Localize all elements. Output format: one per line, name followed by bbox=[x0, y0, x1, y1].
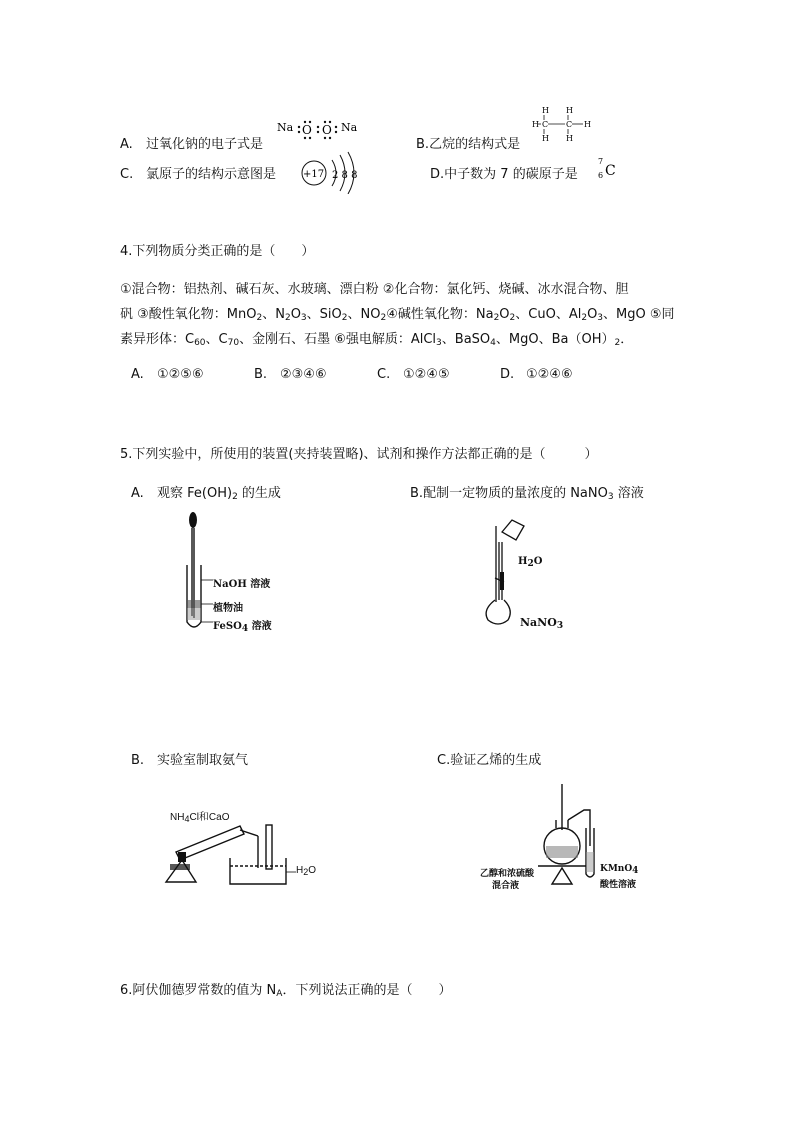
q5-option-a: A. 观察 $Fe(OH)_2$ 的生成 bbox=[131, 486, 281, 502]
q3-option-c bbox=[120, 163, 276, 182]
option-letter: D. bbox=[430, 167, 445, 182]
q3-option-a bbox=[120, 133, 263, 152]
dropper-bulb bbox=[189, 512, 197, 528]
label-nh4cl-cao: $NH_4Cl$和CaO bbox=[170, 812, 230, 824]
atom-h: H bbox=[584, 120, 591, 129]
atom-h: H bbox=[542, 106, 549, 115]
formula-o2: O bbox=[322, 123, 332, 137]
shell-electrons: 2 8 8 bbox=[332, 170, 358, 181]
label-h2o-b2: $H_2O$ bbox=[296, 865, 317, 877]
lamp-icon bbox=[552, 868, 572, 884]
q3-option-b bbox=[416, 133, 520, 152]
q4-line3: 素异形体：$C_{60}$、$C_{70}$、金刚石、石墨 ⑥强电解质：AlCl$_3$、BaSO$_4$、MgO、$Ba(OH)_2$． bbox=[120, 332, 634, 348]
label-vegetable-oil: 植物油 bbox=[213, 603, 243, 614]
q4-line1: ①混合物：铝热剂、碱石灰、水玻璃、漂白粉 ②化合物：氯化钙、烧碱、冰水混合物、胆 bbox=[120, 282, 629, 297]
formula-o1: O bbox=[302, 123, 312, 137]
q4-stem: 4.下列物质分类正确的是（ ） bbox=[120, 244, 315, 259]
q4-option-d: D. ①②④⑥ bbox=[500, 367, 573, 382]
atom-h: H bbox=[532, 120, 539, 129]
q3-option-d bbox=[430, 163, 578, 182]
chlorine-atom-diagram bbox=[298, 150, 364, 194]
figure-ammonia-apparatus bbox=[162, 820, 322, 890]
ethane-structural-formula bbox=[530, 104, 596, 146]
element-symbol: C bbox=[605, 163, 616, 179]
q5-option-b: B.配制一定物质的量浓度的 NaNO$_3$ 溶液 bbox=[410, 486, 644, 502]
beaker-icon bbox=[502, 520, 524, 540]
q6-stem: 6.阿伏伽德罗常数的值为 $N_A$．下列说法正确的是（ ） bbox=[120, 983, 452, 999]
option-text: 氯原子的结构示意图是 bbox=[146, 167, 277, 182]
formula-na-right: Na bbox=[341, 121, 358, 134]
carbon-isotope-notation bbox=[594, 154, 624, 184]
sodium-peroxide-electron-formula bbox=[275, 114, 365, 146]
option-letter: B. bbox=[416, 137, 430, 152]
lamp-icon bbox=[166, 860, 196, 882]
option-text: 过氧化钠的电子式是 bbox=[146, 137, 264, 152]
option-letter: A. bbox=[120, 137, 133, 152]
q4-option-a: A. ①②⑤⑥ bbox=[131, 367, 204, 382]
label-ethanol-sulfuric: 乙醇和浓硫酸 bbox=[480, 869, 535, 879]
atom-h: H bbox=[566, 106, 573, 115]
q4-line2: 矾 ③酸性氧化物：MnO$_2$、$N_2O_3$、SiO$_2$、$NO_2④$碱性氧化物：$Na_2O_2$、CuO、$Al_2O_3$、MgO ⑤同 bbox=[120, 307, 675, 323]
label-feso4: FeSO$_4$ 溶液 bbox=[213, 621, 272, 634]
label-acidic-solution: 酸性溶液 bbox=[600, 880, 637, 890]
atomic-number: 6 bbox=[598, 171, 604, 180]
atom-h: H bbox=[566, 134, 573, 143]
nucleus-charge: +17 bbox=[303, 169, 325, 180]
formula-na-left: Na bbox=[277, 121, 294, 134]
q4-option-c: C. ①②④⑤ bbox=[377, 367, 450, 382]
option-letter: C. bbox=[120, 167, 134, 182]
label-nano3: NaNO$_3$ bbox=[520, 616, 564, 631]
label-kmno4: KMnO$_4$ bbox=[600, 864, 639, 876]
q5-option-c: C.验证乙烯的生成 bbox=[437, 753, 542, 768]
option-text: 中子数为 7 的碳原子是 bbox=[444, 167, 578, 182]
label-naoh: NaOH 溶液 bbox=[213, 579, 271, 590]
label-mixture: 混合液 bbox=[492, 881, 520, 891]
q5-option-b2: B. 实验室制取氨气 bbox=[131, 753, 249, 768]
q4-option-b: B. ②③④⑥ bbox=[254, 367, 327, 382]
q5-stem: 5.下列实验中，所使用的装置(夹持装置略)、试剂和操作方法都正确的是（ ） bbox=[120, 447, 598, 462]
atom-h: H bbox=[542, 134, 549, 143]
atom-c: C bbox=[566, 120, 573, 129]
option-text: 乙烷的结构式是 bbox=[429, 137, 521, 152]
mass-number: 7 bbox=[598, 157, 604, 166]
label-h2o: $H_2O$ bbox=[518, 556, 543, 569]
atom-c: C bbox=[542, 120, 549, 129]
